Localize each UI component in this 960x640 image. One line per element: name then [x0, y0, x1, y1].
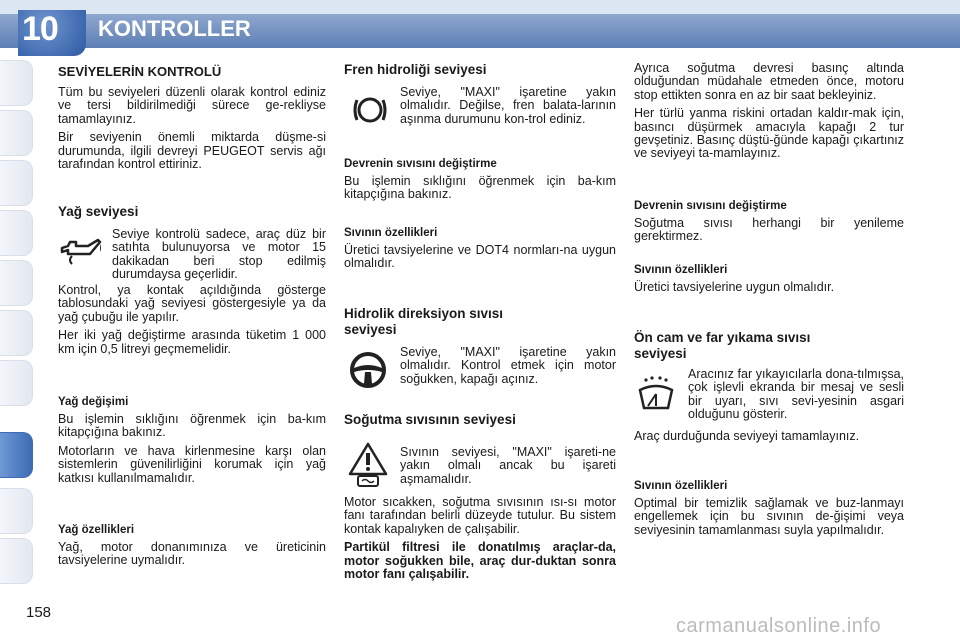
paragraph: Yağ, motor donanımınıza ve üreticinin tavsiyelerine uymalıdır. [58, 540, 326, 568]
paragraph: Bu işlemin sıklığını öğrenmek için ba-kım kitapçığına bakınız. [58, 412, 326, 440]
chapter-tab[interactable] [0, 60, 33, 106]
header-top-strip [0, 0, 960, 14]
paragraph: Tüm bu seviyeleri düzenli olarak kontrol ediniz ve tersi bildirilmediği sürece ge-rekliyse tamamlayınız. [58, 85, 326, 126]
paragraph: Araç durduğunda seviyeyi tamamlayınız. [634, 429, 860, 443]
oil-change-title: Yağ değişimi [58, 396, 129, 408]
paragraph: Kontrol, ya kontak açıldığında gösterge tablosundaki yağ seviyesi göstergesiyle ya da yağ çubuğu ile yapılır. [58, 283, 326, 324]
brake-drain-title: Devrenin sıvısını değiştirme [344, 158, 497, 170]
steering-fluid-title: Hidrolik direksiyon sıvısı seviyesi [344, 306, 504, 337]
washer-fluid-title: Ön cam ve far yıkama sıvısı seviyesi [634, 330, 811, 361]
paragraph: Motorların ve hava kirlenmesine karşı olan sistemlerin güvenilirliğini korumak için yağ katkısı kullanılmamalıdır. [58, 443, 326, 485]
paragraph: Seviye, "MAXI" işaretine yakın olmalıdır. Kontrol etmek için motor soğukken, kapağı açınız. [400, 345, 616, 386]
section-title: SEVİYELERİN KONTROLÜ [58, 64, 222, 79]
steering-wheel-icon [348, 350, 388, 390]
page-number: 158 [26, 604, 52, 621]
washer-spec-section [634, 480, 904, 542]
paragraph: Üretici tavsiyelerine uygun olmalıdır. [634, 280, 835, 294]
coolant-title: Soğutma sıvısının seviyesi [344, 412, 516, 427]
paragraph: Optimal bir temizlik sağlamak ve buz-lanmayı engellemek için bu sıvının de-ğişimi veya seviyesinin tamamlanması suyla yapılmalıdır. [634, 496, 904, 537]
paragraph: Bir seviyenin önemli miktarda düşme-si durumunda, ilgili devreyi PEUGEOT servis ağı tarafından kontrol ettiriniz. [58, 130, 326, 172]
column-3 [634, 62, 904, 166]
paragraph: Seviye kontrolü sadece, araç düz bir satıhta bulunuyorsa ve motor 15 dakikadan beri stop edilmiş durumdaysa geçerlidir. [112, 227, 326, 282]
column-1 [58, 64, 326, 176]
brake-fluid-section [344, 62, 616, 144]
coolant-drain-section [634, 200, 904, 249]
paragraph: Sıvının seviyesi, "MAXI" işareti-ne yakın olmalı ancak bu işareti aşmamalıdır. [400, 445, 616, 486]
brake-fluid-title: Fren hidroliği seviyesi [344, 62, 487, 77]
oil-level-section [58, 204, 326, 361]
coolant-warning-icon [348, 442, 388, 488]
brake-drain-section [344, 158, 616, 207]
paragraph: Motor sıcakken, soğutma sıvısının ısı-sı motor fanı tarafından belirli düzeyde tutulur. Bu sistem kontak kapalıyken de çalışabilir. [344, 495, 616, 536]
chapter-title: KONTROLLER [98, 16, 251, 41]
windscreen-washer-icon [636, 374, 676, 414]
chapter-tab[interactable] [0, 360, 33, 406]
oil-change-section [58, 396, 326, 490]
chapter-tab[interactable] [0, 260, 33, 306]
coolant-section [344, 412, 616, 586]
chapter-tab[interactable] [0, 210, 33, 256]
chapter-tab[interactable] [0, 488, 33, 534]
brake-spec-title: Sıvının özellikleri [344, 227, 438, 239]
paragraph: Seviye, "MAXI" işaretine yakın olmalıdır. Değilse, fren balata-larının aşınma durumunu kon-trol ediniz. [400, 85, 616, 126]
page-header [0, 0, 960, 48]
coolant-drain-title: Devrenin sıvısını değiştirme [634, 200, 787, 212]
oil-spec-title: Yağ özellikleri [58, 524, 135, 536]
oil-can-icon [58, 234, 104, 274]
washer-fluid-section [634, 330, 904, 448]
paragraph: Üretici tavsiyelerine ve DOT4 normları-na uygun olmalıdır. [344, 243, 616, 271]
warning-paragraph: Partikül filtresi ile donatılmış araçlar-da, motor soğukken bile, araç dur-duktan sonra motor fanı çalışabilir. [344, 540, 616, 582]
steering-fluid-section [344, 306, 616, 396]
coolant-spec-title: Sıvının özellikleri [634, 264, 728, 276]
paragraph: Soğutma sıvısı herhangi bir yenileme gerektirmez. [634, 216, 904, 244]
paragraph: Her iki yağ değiştirme arasında tüketim 1 000 km için 0,5 litreyi geçmemelidir. [58, 328, 326, 356]
oil-spec-section [58, 524, 326, 573]
chapter-tab-active[interactable] [0, 432, 33, 478]
paragraph: Aracınız far yıkayıcılarla dona-tılmışsa, çok işlevli ekranda bir mesaj ve sesli bir uyarı, sıvı sevi-yesinin asgari olduğunu gösterir. [688, 367, 904, 422]
coolant-spec-section [634, 264, 904, 299]
chapter-tab[interactable] [0, 538, 33, 584]
watermark: carmanualsonline.info [676, 615, 882, 637]
washer-spec-title: Sıvının özellikleri [634, 480, 728, 492]
chapter-tab[interactable] [0, 310, 33, 356]
paragraph: Bu işlemin sıklığını öğrenmek için ba-kım kitapçığına bakınız. [344, 174, 616, 202]
brake-warning-icon [350, 90, 390, 130]
chapter-tabs [0, 48, 34, 608]
brake-spec-section [344, 227, 616, 276]
chapter-number: 10 [22, 10, 58, 48]
paragraph: Ayrıca soğutma devresi basınç altında olduğundan müdahale etmeden önce, motoru stop ettikten sonra en az bir saat bekleyiniz. [634, 61, 904, 102]
chapter-tab[interactable] [0, 160, 33, 206]
oil-level-title: Yağ seviyesi [58, 204, 139, 219]
chapter-tab[interactable] [0, 110, 33, 156]
paragraph: Her türlü yanma riskini ortadan kaldır-mak için, basıncı düşürmek amacıyla kapağı 2 tur gevşetiniz. Basınç düştü-ğünde kapağı çıkartınız ve seviyeyi ta-mamlayınız. [634, 106, 904, 161]
